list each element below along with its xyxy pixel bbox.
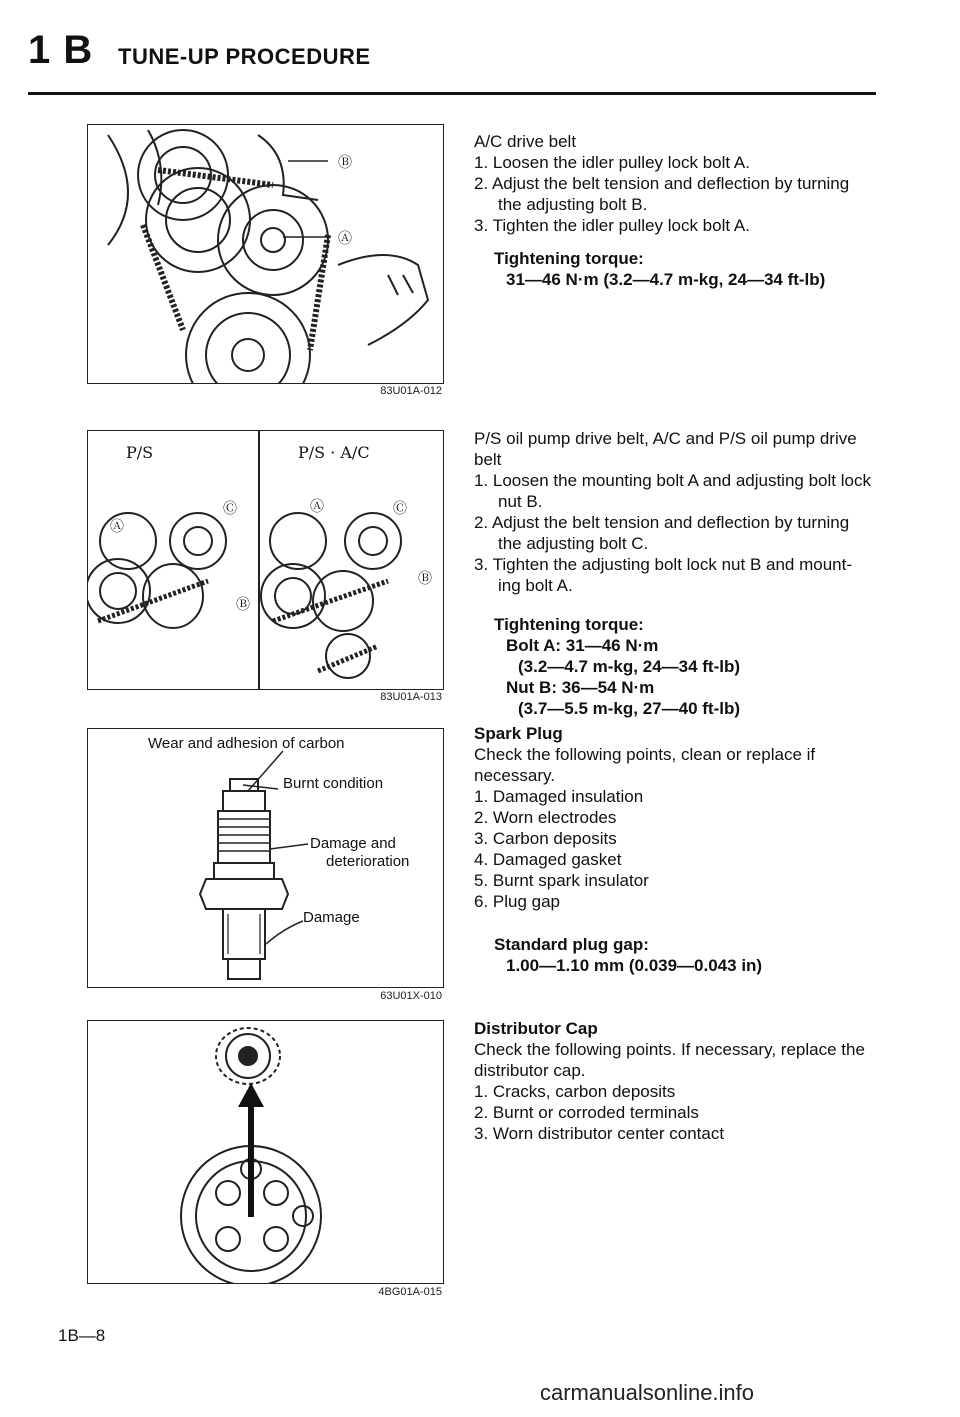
label-b: Ⓑ [338, 155, 352, 171]
section-ps-belt [474, 428, 894, 719]
figure-title: Wear and adhesion of carbon [148, 735, 345, 752]
torque-label: Tightening torque: [494, 615, 644, 634]
list-item: 3. Carbon deposits [474, 829, 617, 848]
figure-code: 83U01A-012 [380, 385, 442, 397]
label-a: Ⓐ [338, 231, 352, 247]
watermark: carmanualsonline.info [540, 1380, 755, 1405]
psac-mark-b: Ⓑ [418, 571, 432, 587]
ac-belt-illustration [88, 125, 443, 383]
section-heading: A/C drive belt [474, 132, 577, 151]
section-intro: necessary. [474, 766, 555, 785]
step: 3. Tighten the adjusting bolt lock nut B and mount- [474, 555, 853, 574]
list-item: 2. Burnt or corroded terminals [474, 1103, 699, 1122]
nut-b-torque: Nut B: 36—54 N·m [506, 678, 655, 697]
step: 3. Tighten the idler pulley lock bolt A. [474, 216, 750, 235]
ps-mark-b: Ⓑ [236, 597, 250, 613]
list-item: 1. Cracks, carbon deposits [474, 1082, 676, 1101]
callout-damage-det-2: deterioration [326, 853, 410, 870]
step-continued: the adjusting bolt C. [498, 534, 649, 553]
list-item: 4. Damaged gasket [474, 850, 622, 869]
section-number: 1 B [28, 28, 94, 72]
list-item: 1. Damaged insulation [474, 787, 644, 806]
section-intro: distributor cap. [474, 1061, 586, 1080]
list-item: 6. Plug gap [474, 892, 561, 911]
figure-code: 4BG01A-015 [378, 1286, 442, 1298]
step-continued: nut B. [498, 492, 543, 511]
step: 2. Adjust the belt tension and deflection by turning [474, 174, 850, 193]
section-heading: Distributor Cap [474, 1019, 598, 1038]
ps-belt-illustration [88, 431, 443, 689]
section-heading: Spark Plug [474, 724, 563, 743]
ps-ac-label: P/S · A/C [298, 443, 370, 462]
section-ac-drive-belt [474, 131, 894, 290]
figure-spark-plug [87, 728, 444, 988]
figure-code: 63U01X-010 [380, 990, 442, 1002]
list-item: 2. Worn electrodes [474, 808, 617, 827]
ps-label: P/S [126, 443, 154, 462]
section-spark-plug [474, 723, 894, 976]
psac-mark-c: Ⓒ [393, 501, 407, 517]
page-number: 1B—8 [58, 1326, 106, 1345]
step-continued: the adjusting bolt B. [498, 195, 648, 214]
psac-mark-a: Ⓐ [310, 499, 324, 515]
ps-mark-a: Ⓐ [110, 519, 124, 535]
callout-damage-det-1: Damage and [310, 835, 396, 852]
section-intro: Check the following points, clean or replace if [474, 745, 816, 764]
section-heading: P/S oil pump drive belt, A/C and P/S oil pump drive [474, 429, 857, 448]
figure-ps-belt [87, 430, 444, 690]
section-intro: Check the following points. If necessary, replace the [474, 1040, 865, 1059]
list-item: 3. Worn distributor center contact [474, 1124, 725, 1143]
figure-code: 83U01A-013 [380, 691, 442, 703]
bolt-a-torque: Bolt A: 31—46 N·m [506, 636, 659, 655]
gap-label: Standard plug gap: [494, 935, 649, 954]
torque-label: Tightening torque: [494, 249, 644, 268]
page-title: TUNE-UP PROCEDURE [118, 44, 371, 69]
figure-distributor-cap [87, 1020, 444, 1284]
figure-ac-belt [87, 124, 444, 384]
list-item: 5. Burnt spark insulator [474, 871, 649, 890]
section-distributor-cap [474, 1018, 894, 1144]
step: 1. Loosen the idler pulley lock bolt A. [474, 153, 750, 172]
distributor-cap-illustration [88, 1021, 443, 1283]
torque-value: 31—46 N·m (3.2—4.7 m-kg, 24—34 ft-lb) [506, 270, 826, 289]
gap-value: 1.00—1.10 mm (0.039—0.043 in) [506, 956, 763, 975]
section-heading: belt [474, 450, 502, 469]
step: 1. Loosen the mounting bolt A and adjusting bolt lock [474, 471, 871, 490]
step-continued: ing bolt A. [498, 576, 573, 595]
header-rule [28, 92, 876, 95]
ps-mark-c: Ⓒ [223, 501, 237, 517]
callout-burnt: Burnt condition [283, 775, 384, 792]
step: 2. Adjust the belt tension and deflection by turning [474, 513, 850, 532]
callout-damage: Damage [303, 909, 360, 926]
bolt-a-torque-alt: (3.2—4.7 m-kg, 24—34 ft-lb) [518, 657, 741, 676]
nut-b-torque-alt: (3.7—5.5 m-kg, 27—40 ft-lb) [518, 699, 741, 718]
